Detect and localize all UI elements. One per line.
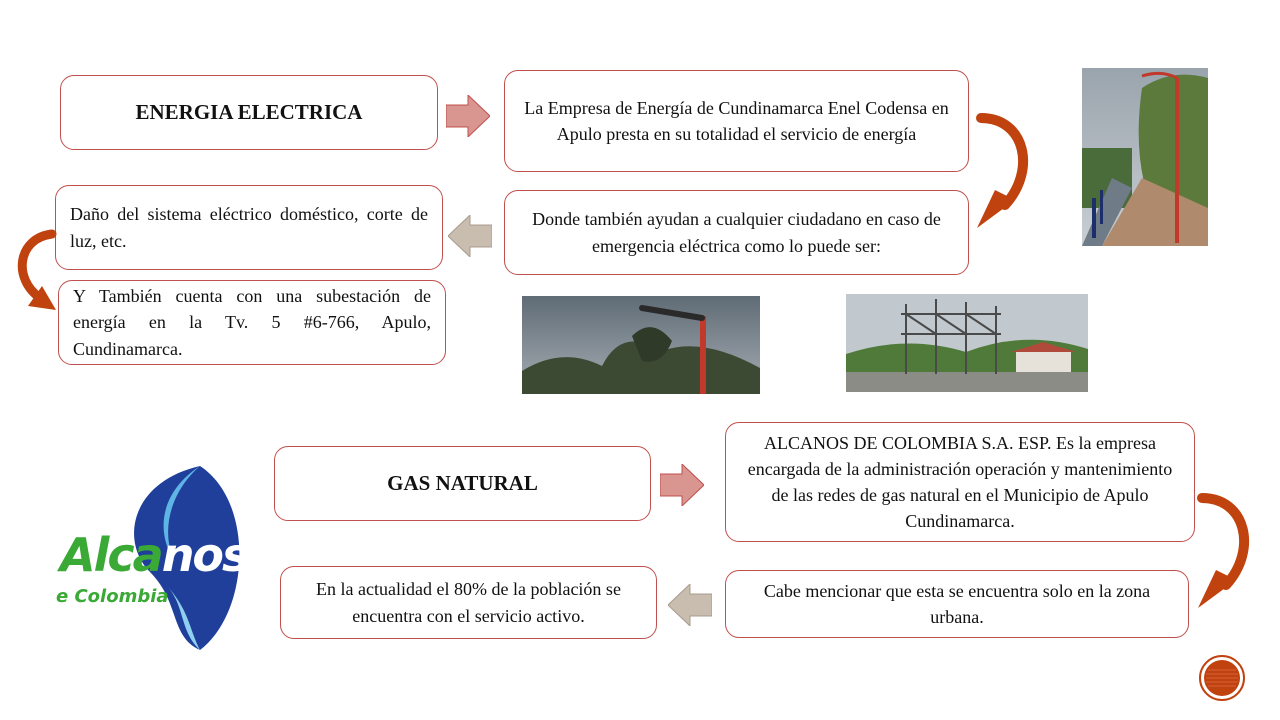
curved-arrow-icon — [12, 228, 57, 313]
logo-subtitle: e Colombia — [56, 586, 169, 607]
company-box — [725, 422, 1195, 542]
energy-title-box — [60, 75, 438, 150]
substation-photo — [846, 294, 1088, 392]
logo-name-blue: nos — [161, 528, 248, 582]
damage-box — [55, 185, 443, 270]
logo-name-green: Alca — [60, 528, 162, 582]
logo-wordmark — [60, 528, 248, 582]
left-arrow-icon — [448, 215, 492, 257]
gas-title: GAS NATURAL — [387, 471, 538, 496]
urban-box — [725, 570, 1189, 638]
right-arrow-icon — [446, 95, 490, 137]
left-arrow-icon — [668, 584, 712, 626]
streetlight-photo — [1082, 68, 1208, 246]
damage-text: Daño del sistema eléctrico doméstico, corte de luz, etc. — [70, 204, 428, 251]
provider-text: La Empresa de Energía de Cundinamarca Enel Codensa en Apulo presta en su totalidad el servicio de energía — [524, 97, 949, 144]
curved-arrow-icon — [1196, 490, 1258, 615]
coverage-box — [280, 566, 657, 639]
provider-box — [504, 70, 969, 172]
substation-box — [58, 280, 446, 365]
energy-title: ENERGIA ELECTRICA — [135, 100, 363, 125]
right-arrow-icon — [660, 464, 704, 506]
urban-text: Cabe mencionar que esta se encuentra solo en la zona urbana. — [763, 580, 1151, 627]
coverage-text: En la actualidad el 80% de la población se encuentra con el servicio activo. — [316, 579, 621, 626]
substation-text: Y También cuenta con una subestación de energía en la Tv. 5 #6-766, Apulo, Cundinamarca. — [73, 286, 431, 359]
company-text: ALCANOS DE COLOMBIA S.A. ESP. Es la empresa encargada de la administración operación y mantenimiento de las redes de gas natural en el Municipio de Apulo Cundinamarca. — [747, 432, 1173, 532]
gas-title-box — [274, 446, 651, 521]
curved-arrow-icon — [975, 110, 1037, 235]
slide-nav-button[interactable] — [1198, 654, 1246, 702]
emergency-box — [504, 190, 969, 275]
emergency-text: Donde también ayudan a cualquier ciudadano en caso de emergencia eléctrica como lo puede ser: — [532, 209, 941, 256]
streetlamp-photo — [522, 296, 760, 394]
alcanos-logo — [50, 462, 248, 652]
